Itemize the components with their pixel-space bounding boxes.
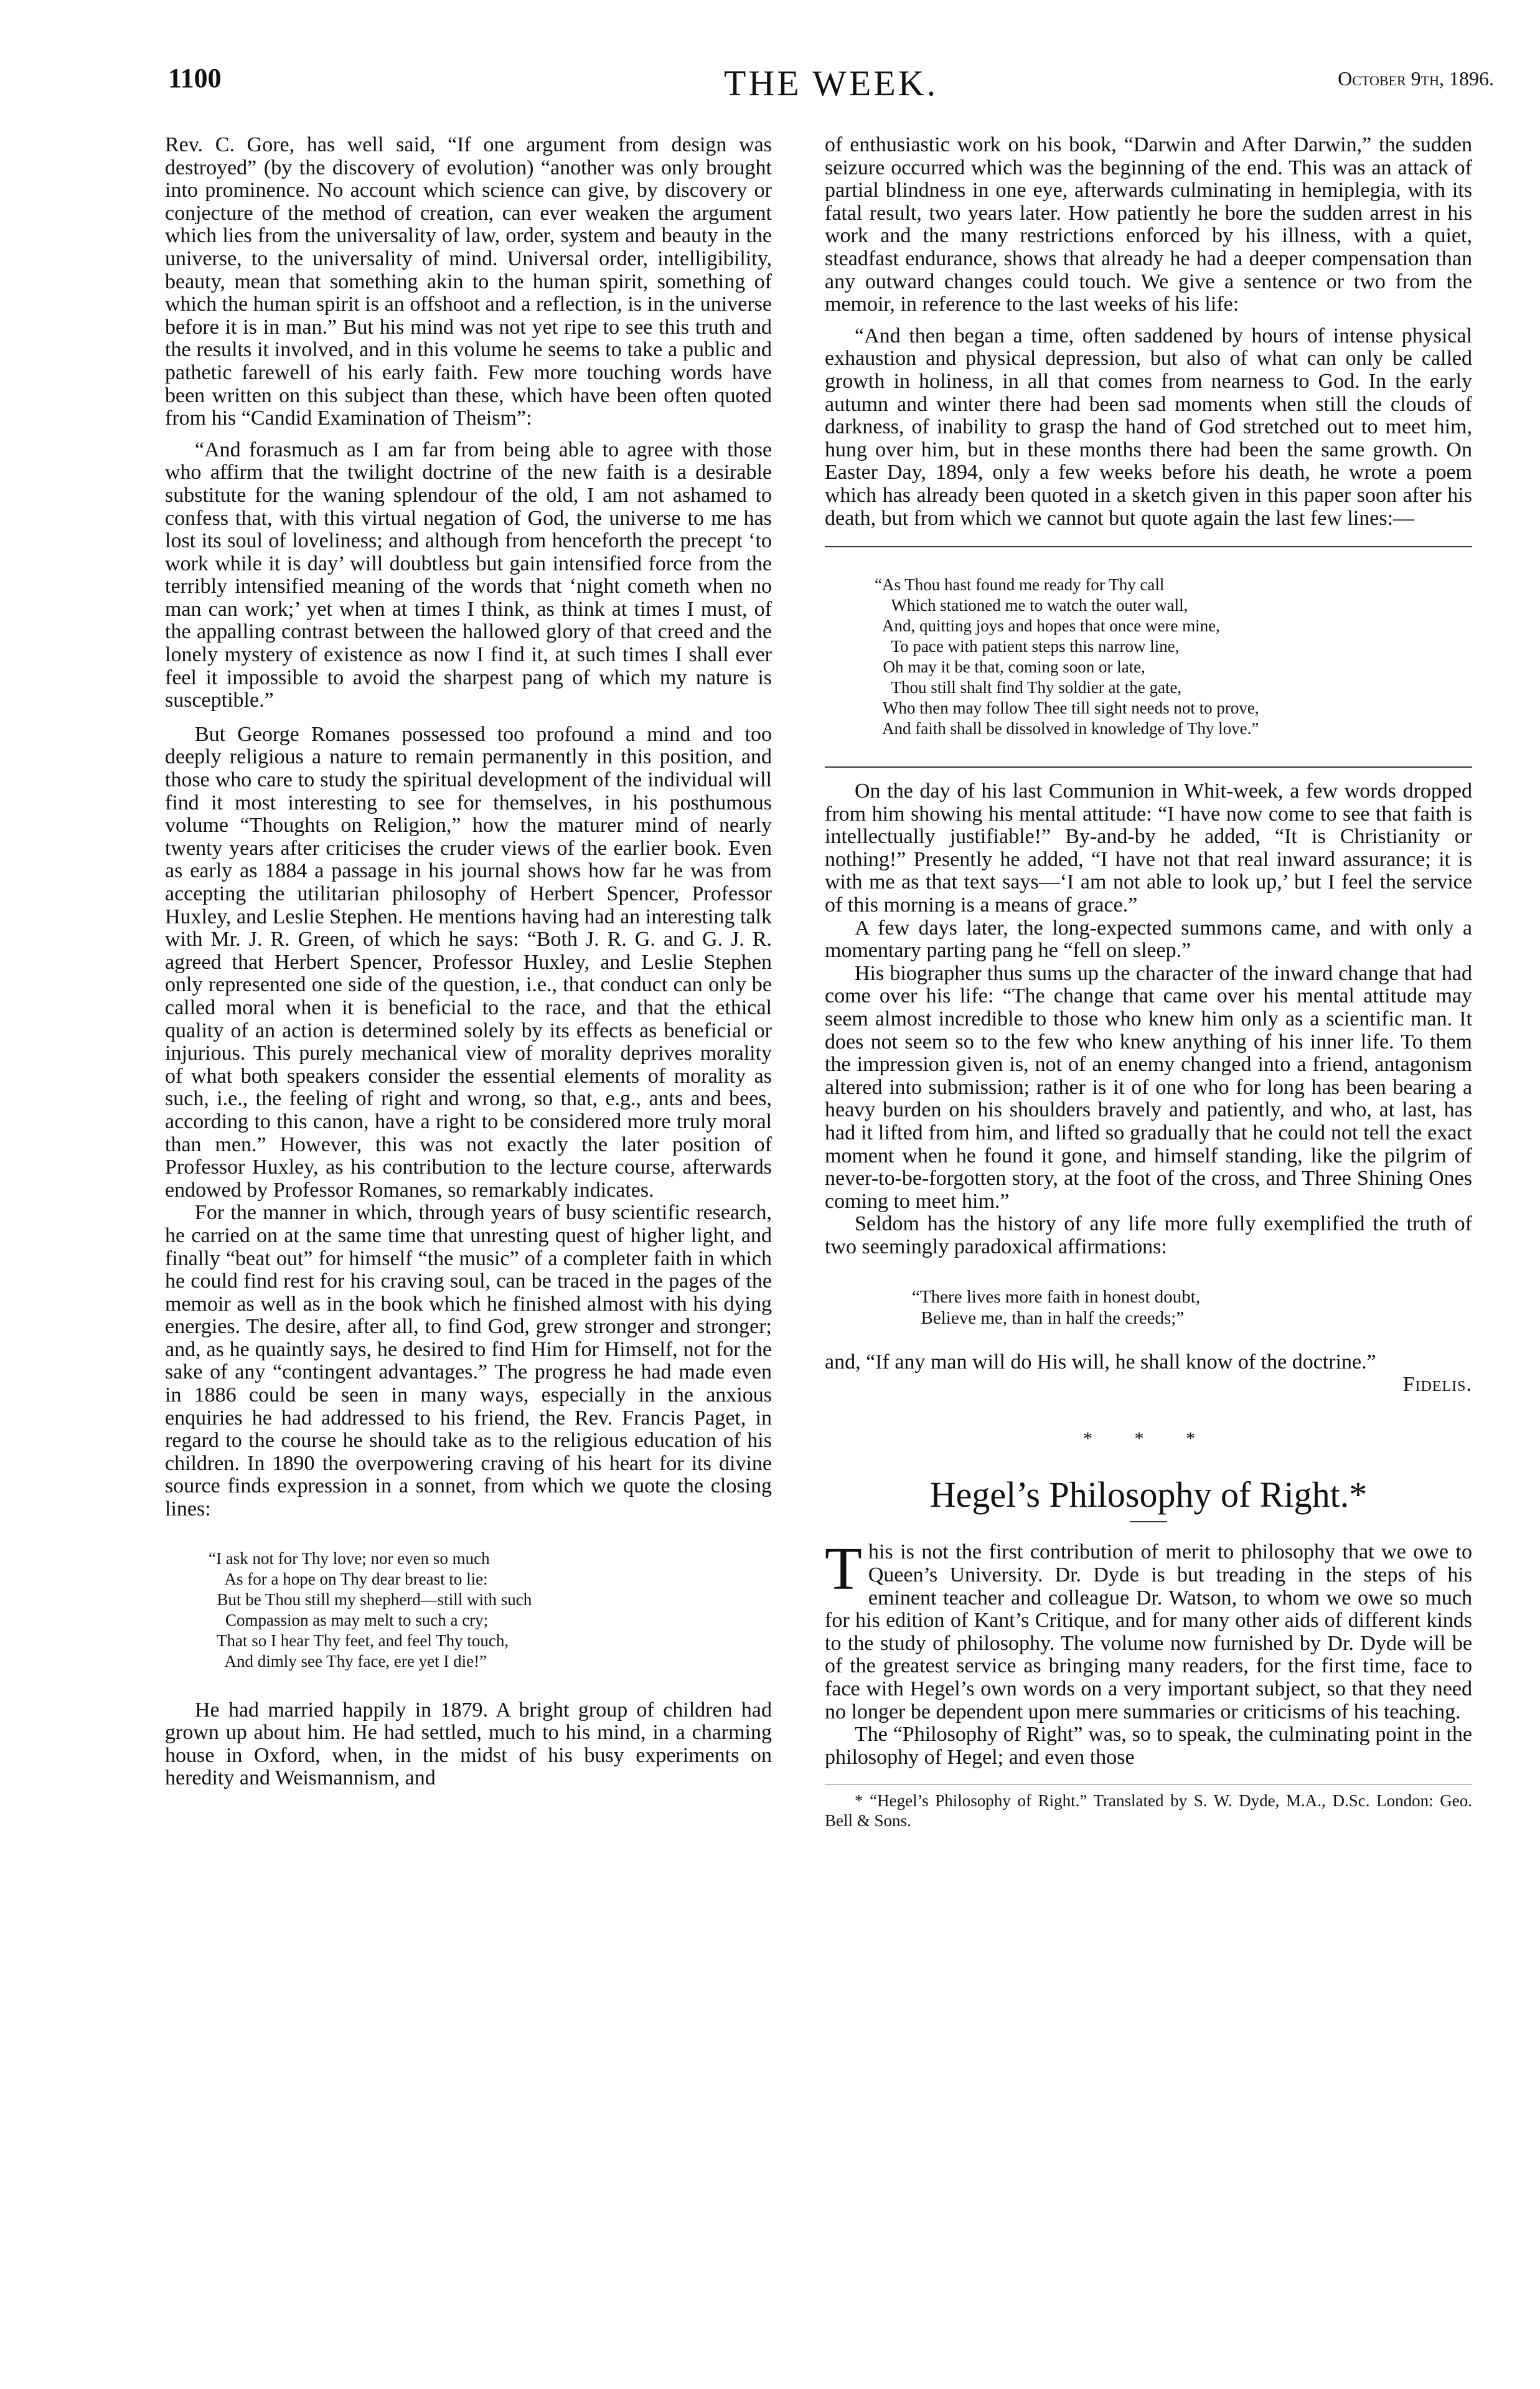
paragraph: Seldom has the history of any life more fully exemplified the truth of two seemingly paradoxical affirmations:: [825, 1212, 1472, 1258]
paragraph: A few days later, the long-expected summons came, and with only a momentary parting pang he “fell on sleep.”: [825, 916, 1472, 963]
poem-line: That so I hear Thy feet, and feel Thy touch,: [209, 1631, 509, 1650]
poem-line: Compassion as may melt to such a cry;: [209, 1610, 489, 1629]
poem-excerpt: [825, 575, 1472, 739]
sonnet-excerpt: [165, 1548, 772, 1672]
poem-line: And faith shall be dissolved in knowledge of Thy love.”: [875, 719, 1259, 738]
title-rule: [1130, 1521, 1167, 1522]
poem-line: And dimly see Thy face, ere yet I die!”: [209, 1651, 487, 1670]
couplet-quote: [825, 1286, 1472, 1329]
divider: [825, 766, 1472, 768]
poem-line: To pace with patient steps this narrow line,: [875, 637, 1180, 656]
paragraph: Rev. C. Gore, has well said, “If one argument from design was destroyed” (by the discovery of evolution) “another was only brought into prominence. No account which science can give, by discovery or conjecture of the method of creation, can ever weaken the argument which lies from the universality of law, order, system and beauty in the universe, to the universality of mind. Universal order, intelligibility, beauty, mean that something akin to the human spirit, something of which the human spirit is an offshoot and a reflection, is in the universe before it is in man.” But his mind was not yet ripe to see this truth and the results it involved, and in this volume he seems to take a public and pathetic farewell of his early faith. Few more touching words have been written on this subject than these, which have been often quoted from his “Candid Examination of Theism”:: [165, 133, 772, 430]
paragraph: and, “If any man will do His will, he shall know of the doctrine.”: [825, 1350, 1376, 1374]
poem-line: “I ask not for Thy love; nor even so much: [209, 1548, 490, 1568]
left-column: [165, 134, 772, 1790]
right-column: [825, 134, 1472, 1831]
poem-line: Thou still shalt find Thy soldier at the gate,: [875, 678, 1182, 697]
paragraph: But George Romanes possessed too profound a mind and too deeply religious a nature to remain permanently in this position, and those who care to study the spiritual development of the individual will find it most interesting to see for themselves, in his posthumous volume “Thoughts on Religion,” how the maturer mind of nearly twenty years after criticises the cruder views of the earlier book. Even as early as 1884 a passage in his journal shows how far he was from accepting the utilitarian philosophy of Herbert Spencer, Professor Huxley, and Leslie Stephen. He mentions having had an interesting talk with Mr. J. R. Green, of which he says: “Both J. R. G. and G. J. R. agreed that Herbert Spencer, Professor Huxley, and Leslie Stephen only represented one side of the question, i.e., that conduct can only be called moral when it is beneficial to the race, and that the ethical quality of an action is determined solely by its effects as beneficial or injurious. This purely mechanical view of morality deprives morality of what both speakers consider the essential elements of morality as such, i.e., the feeling of right and wrong, so that, e.g., ants and bees, according to this canon, have a right to be considered more truly moral than men.” However, this was not exactly the later position of Professor Huxley, as his contribution to the lecture course, afterwards endowed by Professor Romanes, so remarkably indicates.: [165, 722, 772, 1202]
author-signature: Fidelis.: [1402, 1373, 1472, 1397]
poem-line: Oh may it be that, coming soon or late,: [875, 657, 1145, 677]
footnote: * “Hegel’s Philosophy of Right.” Translated by S. W. Dyde, M.A., D.Sc. London: Geo. Bell & Sons.: [825, 1791, 1472, 1831]
poem-line: And, quitting joys and hopes that once were mine,: [875, 616, 1220, 636]
paragraph: of enthusiastic work on his book, “Darwin and After Darwin,” the sudden seizure occurred which was the beginning of the end. This was an attack of partial blindness in one eye, afterwards culminating in hemiplegia, with its fatal result, two years later. How patiently he bore the sudden arrest in his work and the many restrictions enforced by his illness, with a quiet, steadfast endurance, shows that already he had a deeper compensation than any outward changes could touch. We give a sentence or two from the memoir, in reference to the last weeks of his life:: [825, 133, 1472, 316]
poem-line: Who then may follow Thee till sight needs not to prove,: [875, 699, 1259, 718]
paragraph: For the manner in which, through years of busy scientific research, he carried on at the same time that unresting quest of higher light, and finally “beat out” for himself “the music” of a completer faith in which he could find rest for his craving soul, can be traced in the pages of the memoir as well as in the book which he finished almost with his dying energies. The desire, after all, to find God, grew stronger and stronger; and, as he quaintly says, he desired to find Him for Himself, not for the sake of any “contingent advantages.” The progress he had made even in 1886 could be seen in many ways, especially in the anxious enquiries he had addressed to his friend, the Rev. Francis Paget, in regard to the course he should take as to the religious education of his children. In 1890 the overpowering craving of his heart for its divine source finds expression in a sonnet, from which we quote the closing lines:: [165, 1201, 772, 1521]
poem-line: But be Thou still my shepherd—still with such: [209, 1590, 532, 1609]
article-paragraph: This is not the first contribution of merit to philosophy that we owe to Queen’s University. Dr. Dyde is but treading in the steps of his eminent teacher and colleague Dr. Watson, to whom we owe so much for his edition of Kant’s Critique, and for many other aids of different kinds to the study of philosophy. The volume now furnished by Dr. Dyde will be of the greatest service as bringing many readers, for the first time, face to face with Hegel’s own words on a very important subject, so that they need no longer be dependent upon mere summaries or criticisms of his teaching.: [825, 1535, 1472, 1723]
block-quote: “And then began a time, often saddened by hours of intense physical exhaustion and physical depression, but also of what can only be called growth in holiness, in all that comes from nearness to God. In the early autumn and winter there had been sad moments when still the clouds of darkness, of inability to grasp the hand of God stretched out to meet him, hung over him, but in these months there had been the same growth. On Easter Day, 1894, only a few weeks before his death, he wrote a poem which has already been quoted in a sketch given in this paper soon after his death, but from which we cannot but quote again the last few lines:—: [825, 324, 1472, 530]
paragraph: His biographer thus sums up the character of the inward change that had come over his life: “The change that came over his mental attitude may seem almost incredible to those who knew him only as a scientific man. It does not seem so to the few who knew anything of his inner life. To them the impression given is, not of an enemy changed into a friend, antagonism altered into submission; rather is it of one who for long has been bearing a heavy burden on his shoulders bravely and patiently, and who, at last, has had it lifted from him, and lifted so gradually that he could not tell the exact moment when he found it gone, and himself standing, like the pilgrim of never-to-be-forgotten story, at the foot of the cross, and Three Shining Ones coming to meet him.”: [825, 961, 1472, 1213]
issue-date: October 9th, 1896.: [1338, 67, 1494, 90]
masthead: THE WEEK.: [723, 63, 939, 103]
poem-line: “As Thou hast found me ready for Thy call: [875, 575, 1165, 595]
poem-line: Believe me, than in half the creeds;”: [912, 1308, 1185, 1328]
section-asterism: * * *: [1083, 1428, 1214, 1449]
poem-line: “There lives more faith in honest doubt,: [912, 1286, 1201, 1307]
page-header: [168, 62, 1494, 112]
page-number: 1100: [168, 63, 222, 93]
poem-line: As for a hope on Thy dear breast to lie:: [209, 1569, 488, 1588]
divider: [825, 546, 1472, 547]
article-title: Hegel’s Philosophy of Right.*: [929, 1474, 1368, 1515]
article-paragraph: The “Philosophy of Right” was, so to speak, the culminating point in the philosophy of Hegel; and even those: [825, 1723, 1472, 1769]
poem-line: Which stationed me to watch the outer wall,: [875, 596, 1188, 615]
paragraph: On the day of his last Communion in Whit-week, a few words dropped from him showing his mental attitude: “I have now come to see that faith is intellectually justifiable!” By-and-by he added, “It is Christianity or nothing!” Presently he added, “I have not that real inward assurance; it is with me as that text says—‘I am not able to look up,’ but I feel the service of this morning is a means of grace.”: [825, 780, 1472, 917]
paragraph: He had married happily in 1879. A bright group of children had grown up about him. He had settled, much to his mind, in a charming house in Oxford, when, in the midst of his busy experiments on heredity and Weismannism, and: [165, 1698, 772, 1790]
block-quote: “And forasmuch as I am far from being able to agree with those who affirm that the twilight doctrine of the new faith is a desirable substitute for the waning splendour of the old, I am not ashamed to confess that, with this virtual negation of God, the universe to me has lost its soul of loveliness; and although from henceforth the precept ‘to work while it is day’ will doubtless but gain intensified force from the terribly intensified meaning of the words that ‘night cometh when no man can work;’ yet when at times I think, as think at times I must, of the appalling contrast between the hallowed glory of that creed and the lonely mystery of existence as now I find it, at such times I shall ever feel it impossible to avoid the sharpest pang of which my nature is susceptible.”: [165, 438, 772, 712]
